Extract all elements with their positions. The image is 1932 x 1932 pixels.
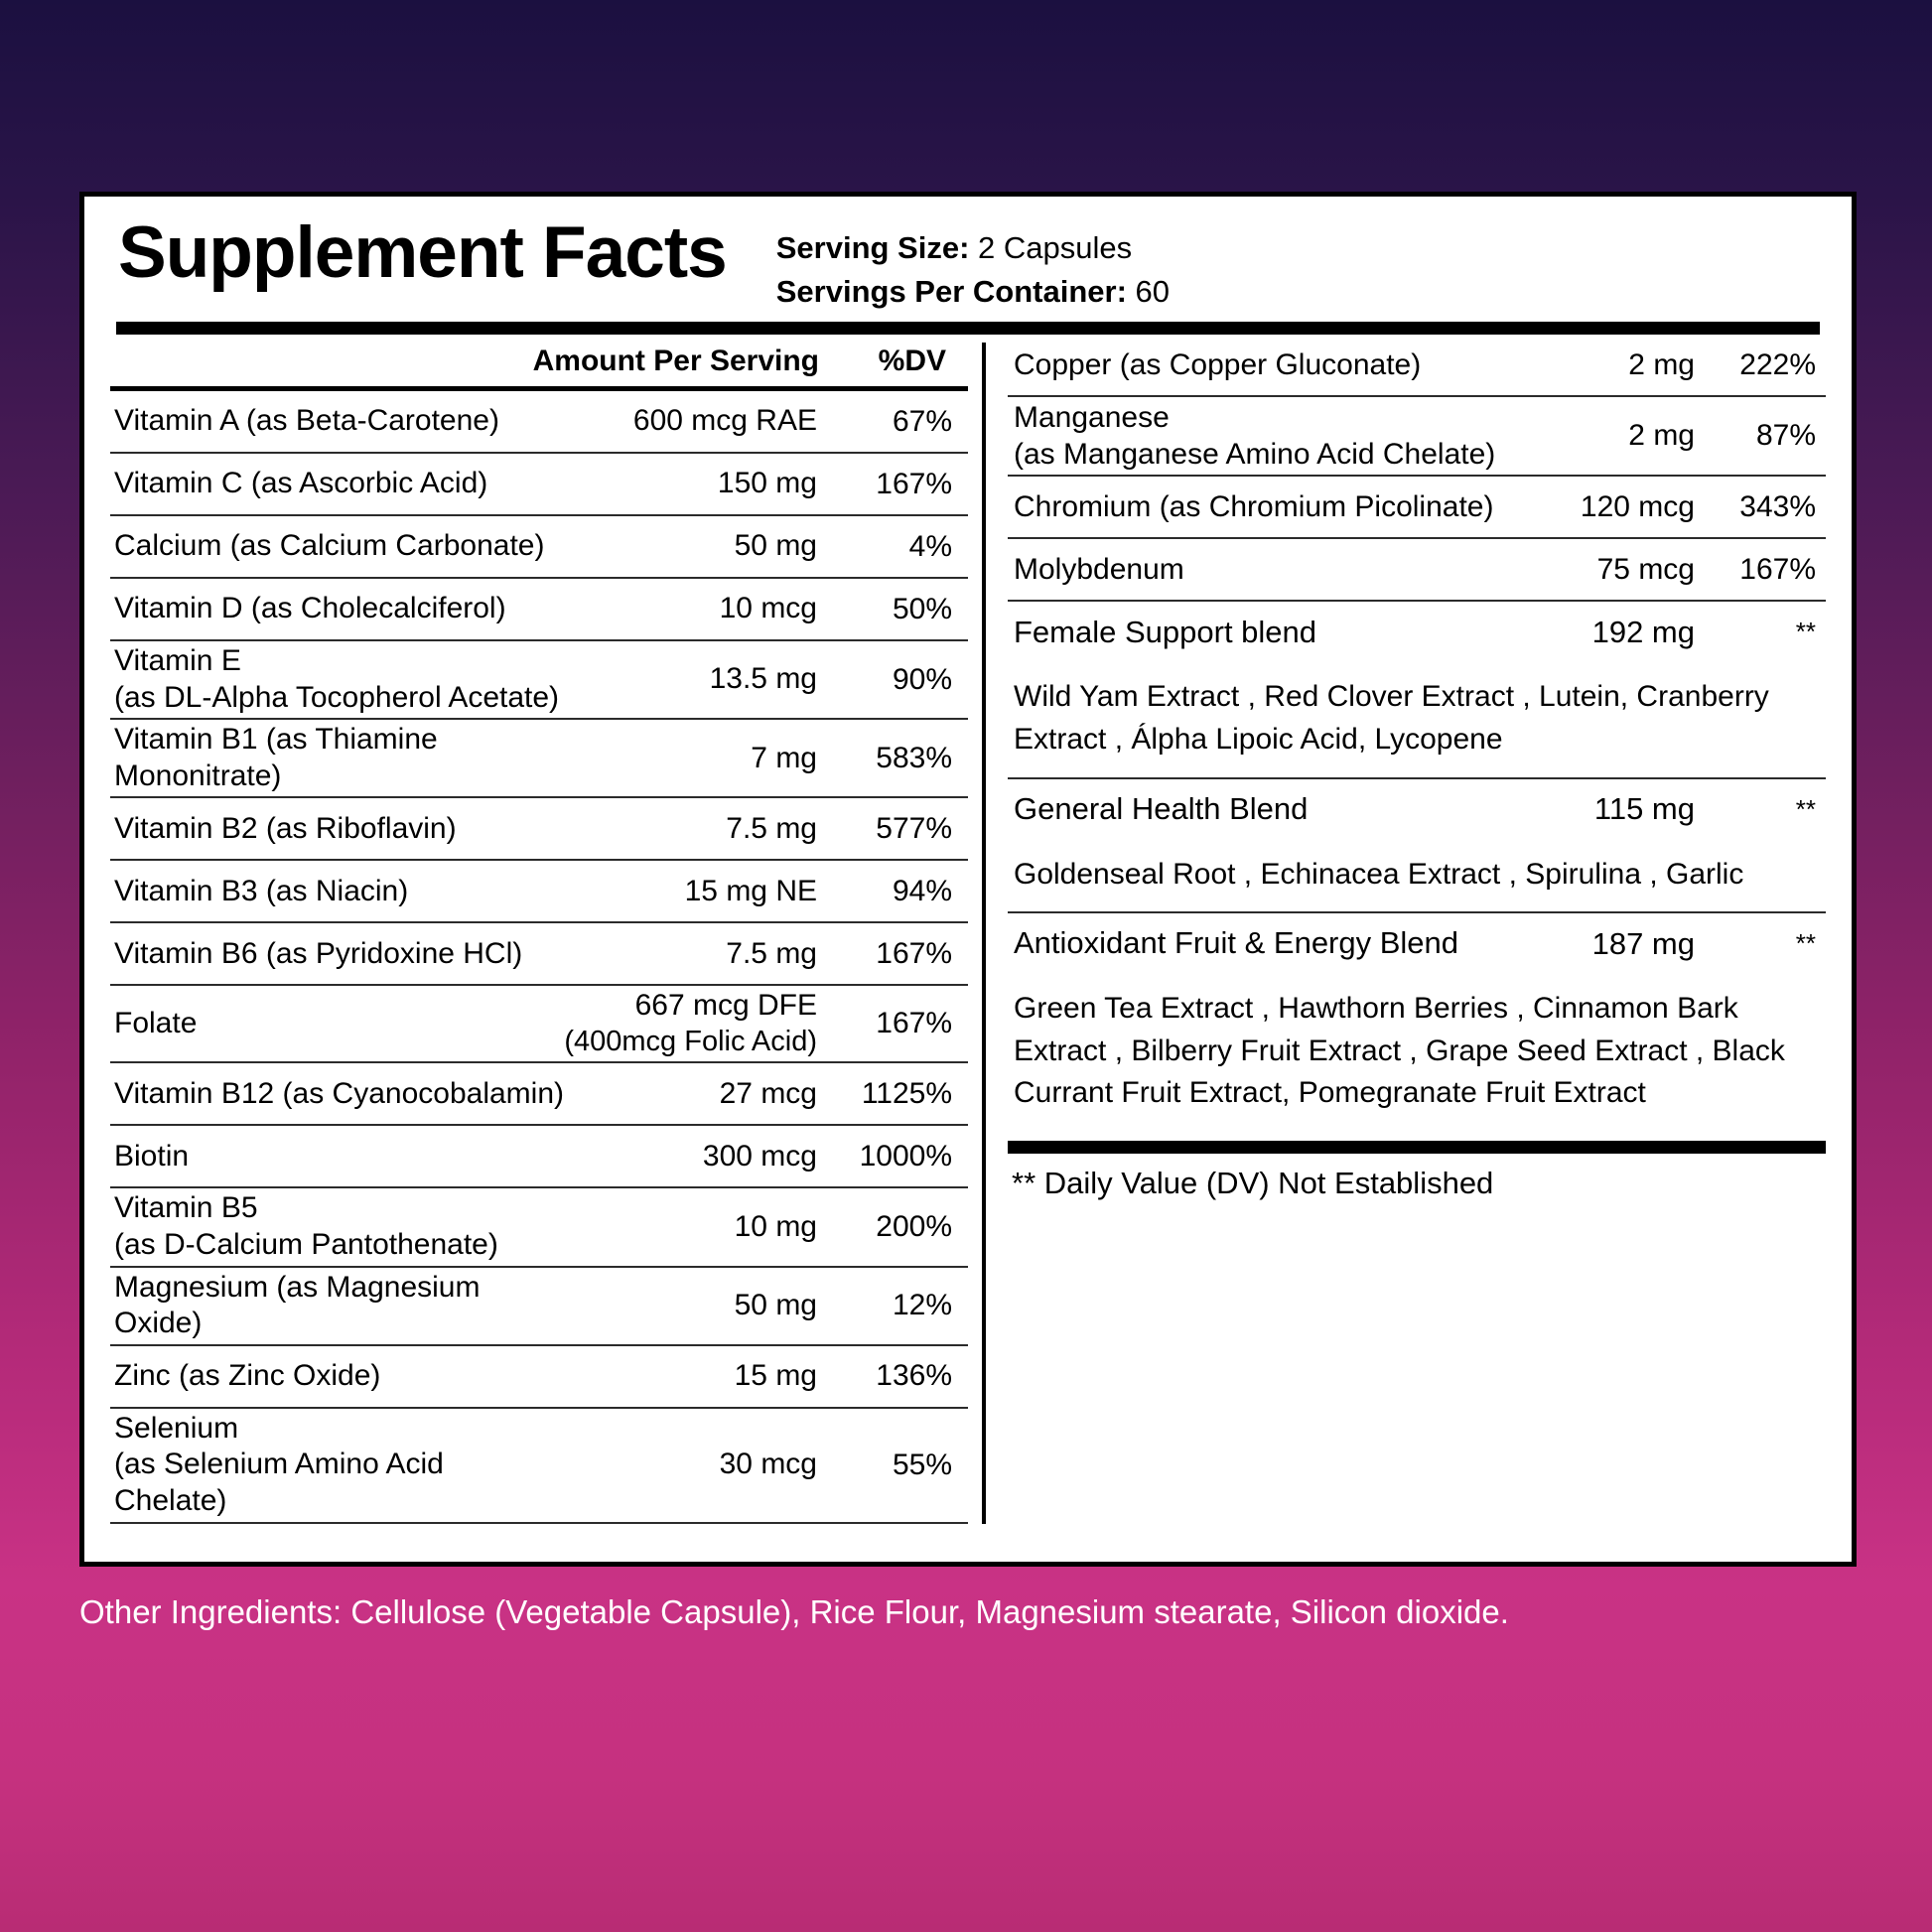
table-row <box>110 579 968 639</box>
nutrient-name: Vitamin B3 (as Niacin) <box>114 874 409 907</box>
serving-size-label: Serving Size: <box>775 230 970 265</box>
blend-name: General Health Blend <box>1014 790 1309 826</box>
nutrient-dv: 343% <box>1739 489 1816 523</box>
nutrient-name: Vitamin B6 (as Pyridoxine HCl) <box>114 936 523 970</box>
blend-dv: ** <box>1795 928 1816 959</box>
nutrient-table-left <box>110 391 968 1524</box>
table-row <box>110 1268 968 1344</box>
blend-ingredients: Goldenseal Root , Echinacea Extract , Spirulina , Garlic <box>1014 857 1744 891</box>
dv-footnote: ** Daily Value (DV) Not Established <box>1012 1165 1494 1200</box>
footnote-divider <box>1008 1141 1826 1154</box>
table-row <box>1008 335 1826 395</box>
nutrient-amount: 120 mcg <box>1580 489 1695 523</box>
table-row <box>110 798 968 859</box>
dv-header: %DV <box>878 345 946 378</box>
nutrient-dv: 167% <box>876 1007 952 1040</box>
servings-per-container-value: 60 <box>1135 274 1170 310</box>
nutrient-table-right <box>1008 335 1826 602</box>
nutrient-name: Copper (as Copper Gluconate) <box>1014 347 1422 381</box>
column-headers <box>110 335 968 386</box>
nutrient-dv: 1125% <box>861 1076 952 1110</box>
nutrient-name: Zinc (as Zinc Oxide) <box>114 1358 381 1392</box>
nutrient-amount: 2 mg <box>1628 419 1695 453</box>
nutrient-dv: 222% <box>1739 347 1816 381</box>
nutrient-dv: 55% <box>892 1448 952 1481</box>
nutrient-name: Chromium (as Chromium Picolinate) <box>1014 490 1494 524</box>
table-row <box>110 986 968 1061</box>
nutrient-source: (as DL-Alpha Tocopherol Acetate) <box>114 680 560 714</box>
nutrient-name: Vitamin A (as Beta-Carotene) <box>114 404 499 438</box>
nutrient-amount: 75 mcg <box>1596 552 1695 586</box>
nutrient-amount: 30 mcg <box>719 1448 817 1481</box>
nutrient-name: Vitamin B1 (as Thiamine Mononitrate) <box>114 723 438 792</box>
nutrient-source: (as D-Calcium Pantothenate) <box>114 1227 498 1261</box>
nutrient-source: (as Manganese Amino Acid Chelate) <box>1014 438 1496 472</box>
nutrient-name: Calcium (as Calcium Carbonate) <box>114 529 545 563</box>
page-title: Supplement Facts <box>118 212 727 293</box>
table-row <box>1008 539 1826 600</box>
nutrient-amount: 7 mg <box>751 741 817 774</box>
nutrient-name: Vitamin B12 (as Cyanocobalamin) <box>114 1076 565 1110</box>
table-row <box>110 1126 968 1186</box>
table-row <box>110 1409 968 1522</box>
facts-columns <box>110 335 1826 1524</box>
nutrient-name: Folate <box>114 1007 198 1040</box>
nutrient-amount: 15 mg <box>734 1358 817 1392</box>
table-row <box>110 1346 968 1407</box>
serving-size-value: 2 Capsules <box>978 230 1133 265</box>
serving-info <box>776 226 1170 314</box>
table-row <box>110 923 968 984</box>
nutrient-name: Biotin <box>114 1139 190 1173</box>
nutrient-dv: 200% <box>876 1209 952 1243</box>
nutrient-name: Vitamin B5 (as D-Calcium Pantothenate) <box>110 1190 564 1263</box>
nutrient-name: Vitamin B2 (as Riboflavin) <box>114 811 457 845</box>
nutrient-name: Molybdenum <box>1014 553 1184 587</box>
nutrient-amount: 300 mcg <box>702 1139 817 1173</box>
amount-per-serving-header: Amount Per Serving <box>532 345 819 378</box>
nutrient-amount: 15 mg NE <box>684 874 817 907</box>
blend-amount: 192 mg <box>1591 614 1695 649</box>
other-ingredients: Other Ingredients: Cellulose (Vegetable Capsule), Rice Flour, Magnesium stearate, Silicon dioxide. <box>79 1593 1509 1630</box>
nutrient-amount: 150 mg <box>717 467 817 500</box>
blend-section <box>1008 602 1826 1131</box>
blend-ingredients: Wild Yam Extract , Red Clover Extract , Lutein, Cranberry Extract , Álpha Lipoic Acid, Lycopene <box>1014 680 1769 756</box>
blend-name: Female Support blend <box>1014 614 1317 649</box>
right-column <box>986 335 1826 1524</box>
nutrient-amount: 7.5 mg <box>726 936 817 970</box>
nutrient-dv: 67% <box>892 404 952 438</box>
nutrient-dv: 136% <box>876 1359 952 1393</box>
nutrient-amount: 10 mg <box>734 1209 817 1243</box>
nutrient-name: Magnesium (as Magnesium Oxide) <box>114 1270 481 1340</box>
nutrient-dv: 94% <box>892 874 952 907</box>
nutrient-dv: 87% <box>1755 419 1816 453</box>
table-row <box>110 720 968 796</box>
nutrient-amount: 50 mg <box>734 529 817 563</box>
nutrient-name: Manganese (as Manganese Amino Acid Chelate) <box>1008 399 1506 473</box>
blend-name: Antioxidant Fruit & Energy Blend <box>1014 925 1459 961</box>
nutrient-amount: 10 mcg <box>719 592 817 625</box>
blend-row <box>1008 913 1826 974</box>
label-header <box>110 210 1826 314</box>
nutrient-name: Vitamin C (as Ascorbic Acid) <box>114 467 488 500</box>
nutrient-name: Vitamin E (as DL-Alpha Tocopherol Acetate) <box>110 643 564 716</box>
nutrient-dv: 583% <box>876 741 952 774</box>
nutrient-dv: 12% <box>892 1289 952 1322</box>
table-row <box>1008 397 1826 475</box>
table-row <box>110 1063 968 1124</box>
nutrient-amount: 667 mcg DFE (400mcg Folic Acid) <box>564 988 835 1059</box>
blend-amount: 187 mg <box>1591 925 1695 961</box>
nutrient-dv: 90% <box>892 662 952 696</box>
table-row <box>110 454 968 514</box>
header-divider <box>116 322 1820 335</box>
serving-size-line <box>776 226 1170 270</box>
nutrient-amount: 600 mcg RAE <box>632 404 817 438</box>
nutrient-source: (as Selenium Amino Acid Chelate) <box>114 1448 444 1517</box>
table-row <box>1008 477 1826 537</box>
supplement-facts-panel <box>79 192 1857 1567</box>
nutrient-dv: 167% <box>1739 552 1816 586</box>
nutrient-amount-sub: (400mcg Folic Acid) <box>564 1026 817 1057</box>
table-row <box>110 861 968 921</box>
table-row <box>110 641 968 718</box>
nutrient-amount: 27 mcg <box>719 1076 817 1110</box>
nutrient-dv: 50% <box>892 592 952 625</box>
nutrient-amount: 2 mg <box>1628 347 1695 381</box>
nutrient-name: Vitamin D (as Cholecalciferol) <box>114 592 506 625</box>
blend-row <box>1008 779 1826 840</box>
nutrient-amount: 13.5 mg <box>709 662 817 696</box>
blend-ingredients: Green Tea Extract , Hawthorn Berries , Cinnamon Bark Extract , Bilberry Fruit Extract , Grape Seed Extract , Black Currant Fruit Extract, Pomegranate Fruit Extract <box>1014 992 1785 1110</box>
nutrient-amount: 50 mg <box>734 1288 817 1321</box>
servings-per-container-line <box>776 270 1170 314</box>
servings-per-container-label: Servings Per Container: <box>775 274 1127 310</box>
blend-dv: ** <box>1795 793 1816 824</box>
nutrient-dv: 167% <box>876 936 952 970</box>
blend-dv: ** <box>1795 617 1816 647</box>
blend-amount: 115 mg <box>1593 791 1695 827</box>
table-row <box>110 1188 968 1265</box>
nutrient-dv: 167% <box>876 467 952 500</box>
table-row <box>110 516 968 577</box>
nutrient-name: Selenium (as Selenium Amino Acid Chelate) <box>110 1411 564 1520</box>
nutrient-dv: 4% <box>908 529 952 563</box>
nutrient-dv: 577% <box>876 811 952 845</box>
row-divider <box>110 1522 968 1524</box>
table-row <box>110 391 968 452</box>
blend-row <box>1008 602 1826 662</box>
nutrient-amount: 7.5 mg <box>726 811 817 845</box>
nutrient-dv: 1000% <box>859 1139 952 1173</box>
left-column <box>110 335 982 1524</box>
